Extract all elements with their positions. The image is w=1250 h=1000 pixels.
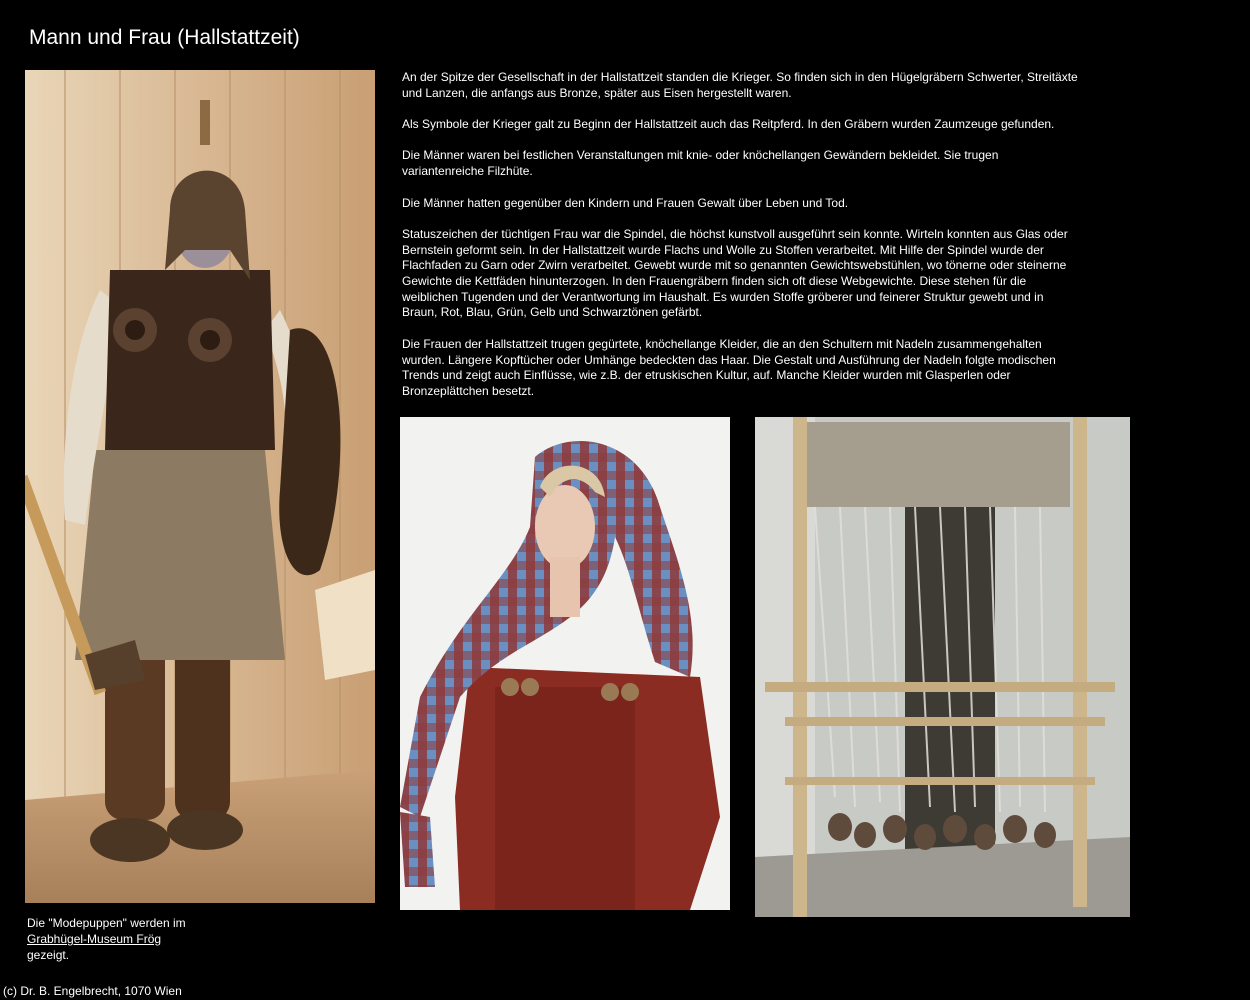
paragraph-men-clothing: Die Männer waren bei festlichen Veranstaltungen mit knie- oder knöchellangen Gewändern bekleidet. Sie trugen variantenreiche Filzhüte. (402, 148, 999, 179)
warrior-photo[interactable] (25, 70, 375, 903)
page-title: Mann und Frau (Hallstattzeit) (29, 26, 300, 49)
paragraph-horse: Als Symbole der Krieger galt zu Beginn der Hallstattzeit auch das Reitpferd. In den Gräbern wurden Zaumzeuge gefunden. (402, 117, 1055, 132)
caption-line-1: Die "Modepuppen" werden im (27, 916, 186, 930)
paragraph-men-power: Die Männer hatten gegenüber den Kindern und Frauen Gewalt über Leben und Tod. (402, 195, 849, 210)
paragraph-women-clothing: Die Frauen der Hallstattzeit trugen gegürtete, knöchellange Kleider, die an den Schultern mit Nadeln zusammengehalten wurden. Längere Kopftücher oder Umhänge bedeckten das Haar. Die Gestalt und Ausführung der Nadeln folgte modischen Trends und zeigt auch Einflüsse, wie z.B. der etruskischen Kultur, auf. Manche Kleider wurden mit Glasperlen oder Bronzeplättchen besetzt. (402, 336, 1056, 398)
image-caption (27, 915, 227, 963)
loom-photo[interactable] (755, 417, 1130, 917)
paragraph-warriors: An der Spitze der Gesellschaft in der Hallstattzeit standen die Krieger. So finden sich in den Hügelgräbern Schwerter, Streitäxte und Lanzen, die anfangs aus Bronze, später aus Eisen hergestellt waren. (402, 70, 1078, 100)
woman-photo[interactable] (400, 417, 730, 910)
caption-line-3: gezeigt. (27, 948, 70, 962)
paragraph-spindle-weaving: Statuszeichen der tüchtigen Frau war die Spindel, die höchst kunstvoll ausgeführt sein konnte. Wirteln konnten aus Glas oder Bernstein geformt sein. In der Hallstattzeit wurde Flachs und Wolle zu Stoffen verarbeitet. Mit Hilfe der Spindel wurde der Flachfaden zu Garn oder Zwirn verarbeitet. Gewebt wurde mit so genannten Gewichtswebstühlen, wo tönerne oder steinerne Gewichte die Kettfäden hinunterzogen. In den Frauengräbern finden sich oft diese Webgewichte. Diese stehen für die weiblichen Tugenden und der Verantwortung im Haushalt. Es wurden Stoffe gröberer und feinerer Struktur gewebt und in Braun, Rot, Blau, Grün, Gelb und Schwarztönen gefärbt. (402, 226, 1068, 320)
copyright-footer: (c) Dr. B. Engelbrecht, 1070 Wien (3, 984, 182, 998)
museum-link[interactable]: Grabhügel-Museum Frög (27, 932, 162, 946)
article-text (402, 70, 1082, 415)
